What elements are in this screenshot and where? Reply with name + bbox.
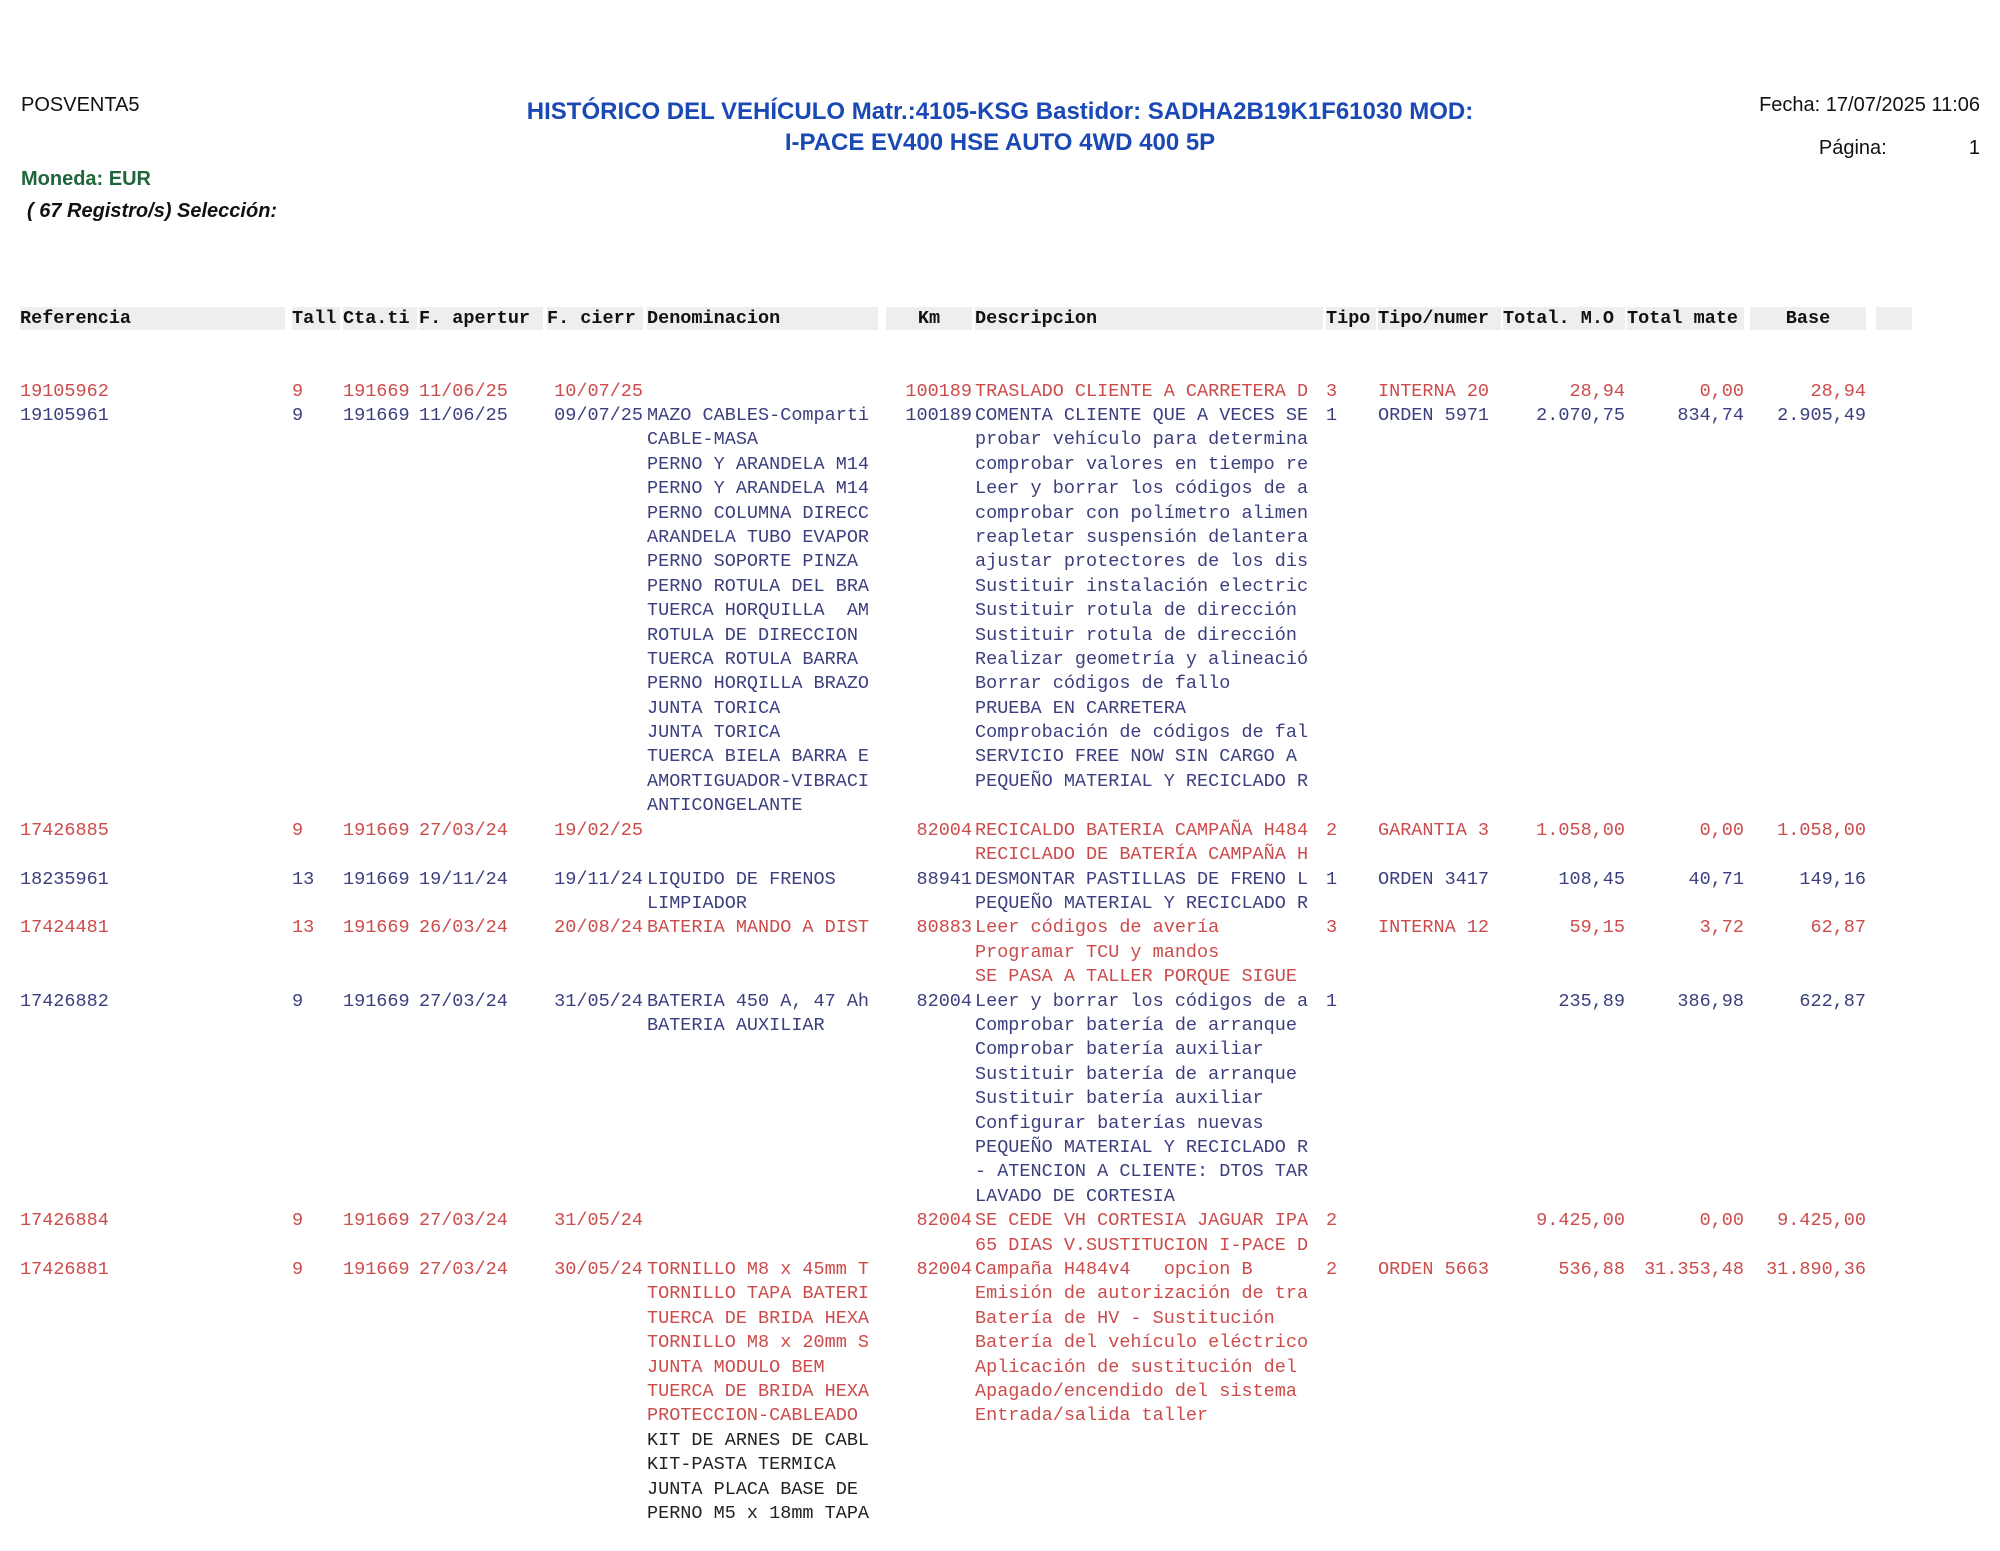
denominacion-line: CABLE-MASA	[647, 429, 759, 451]
column-header-fecha-apertura: F. apertur	[419, 307, 543, 330]
cell-tipo-numero-text: ORDEN 3417	[1378, 868, 1490, 890]
denominacion-line: MAZO CABLES-Comparti	[647, 405, 870, 427]
cell-taller	[292, 990, 340, 1014]
cell-total-mate-text: 0,00	[1699, 380, 1744, 402]
denominacion-line: TORNILLO M8 x 20mm S	[647, 1332, 870, 1354]
cell-tipo	[1326, 990, 1376, 1014]
denominacion-line: PERNO ROTULA DEL BRA	[647, 575, 870, 597]
cell-km-text: 100189	[905, 405, 972, 427]
denominacion-line: PROTECCION-CABLEADO	[647, 1405, 858, 1427]
denominacion-line: PERNO SOPORTE PINZA	[647, 551, 858, 573]
descripcion-line: Sustituir rotula de dirección	[975, 624, 1297, 646]
cell-fecha-apertura-text: 27/03/24	[419, 819, 508, 841]
cell-taller-text: 9	[292, 990, 304, 1012]
descripcion-line: Configurar baterías nuevas	[975, 1112, 1264, 1134]
descripcion-line: Programar TCU y mandos	[975, 941, 1220, 963]
column-header-base: Base	[1750, 307, 1866, 330]
cell-fecha-apertura	[419, 380, 543, 404]
cell-total-mo-text: 235,89	[1558, 990, 1625, 1012]
cell-tipo-numero-text: INTERNA 20	[1378, 380, 1490, 402]
cell-base-text: 1.058,00	[1777, 819, 1866, 841]
cell-km	[886, 380, 972, 404]
cell-descripcion	[975, 868, 1323, 917]
cell-cuenta-text: 191669	[343, 990, 410, 1012]
denominacion-line: ANTICONGELANTE	[647, 795, 803, 817]
cell-cuenta-text: 191669	[343, 868, 410, 890]
page-number: 1	[1968, 137, 1980, 159]
cell-descripcion	[975, 819, 1323, 868]
cell-tipo	[1326, 404, 1376, 428]
cell-fecha-apertura	[419, 990, 543, 1014]
cell-denominacion	[647, 404, 878, 819]
cell-referencia-text: 17424481	[20, 917, 109, 939]
descripcion-line: Apagado/encendido del sistema	[975, 1380, 1297, 1402]
cell-total-mate	[1627, 916, 1744, 940]
cell-cuenta	[343, 819, 417, 843]
cell-tipo	[1326, 1258, 1376, 1282]
cell-fecha-apertura	[419, 1258, 543, 1282]
cell-referencia-text: 17426884	[20, 1210, 109, 1232]
descripcion-line: comprobar con polímetro alimen	[975, 502, 1309, 524]
cell-base	[1750, 1209, 1866, 1233]
cell-referencia	[20, 990, 285, 1014]
cell-denominacion	[647, 990, 878, 1039]
cell-km	[886, 916, 972, 940]
denominacion-line: PERNO COLUMNA DIRECC	[647, 502, 870, 524]
cell-referencia-text: 18235961	[20, 868, 109, 890]
cell-fecha-cierre	[547, 990, 643, 1014]
cell-fecha-apertura	[419, 404, 543, 428]
descripcion-line: comprobar valores en tiempo re	[975, 453, 1309, 475]
cell-taller	[292, 404, 340, 428]
cell-total-mo-text: 2.070,75	[1536, 405, 1625, 427]
table-row	[20, 380, 1962, 404]
denominacion-line: JUNTA PLACA BASE DE	[647, 1478, 858, 1500]
cell-referencia-text: 17426882	[20, 990, 109, 1012]
cell-total-mate	[1627, 819, 1744, 843]
cell-km-text: 82004	[916, 819, 972, 841]
descripcion-line: RECICALDO BATERIA CAMPAÑA H484	[975, 819, 1309, 841]
cell-base-text: 2.905,49	[1777, 405, 1866, 427]
cell-fecha-apertura	[419, 868, 543, 892]
report-title-line-2: I-PACE EV400 HSE AUTO 4WD 400 5P	[784, 129, 1216, 156]
denominacion-line: PERNO M5 x 18mm TAPA	[647, 1502, 870, 1524]
column-header-blank	[1876, 307, 1912, 330]
descripcion-line: Batería de HV - Sustitución	[975, 1307, 1275, 1329]
cell-fecha-apertura-text: 11/06/25	[419, 405, 508, 427]
column-header-fecha-cierre: F. cierr	[547, 307, 643, 330]
cell-total-mate	[1627, 1258, 1744, 1282]
cell-total-mo	[1503, 1209, 1625, 1233]
cell-taller-text: 9	[292, 1258, 304, 1280]
cell-fecha-apertura	[419, 916, 543, 940]
cell-descripcion	[975, 916, 1323, 989]
descripcion-line: LAVADO DE CORTESIA	[975, 1185, 1175, 1207]
cell-taller-text: 13	[292, 917, 315, 939]
cell-total-mate-text: 0,00	[1699, 819, 1744, 841]
cell-km-text: 80883	[916, 917, 972, 939]
cell-taller-text: 9	[292, 1210, 304, 1232]
currency-label: Moneda: EUR	[21, 168, 151, 190]
report-date: Fecha: 17/07/2025 11:06	[1759, 94, 1980, 116]
cell-fecha-cierre	[547, 819, 643, 843]
cell-base	[1750, 916, 1866, 940]
cell-referencia	[20, 1209, 285, 1233]
descripcion-line: Aplicación de sustitución del	[975, 1356, 1297, 1378]
cell-fecha-apertura-text: 11/06/25	[419, 380, 508, 402]
cell-fecha-apertura-text: 19/11/24	[419, 868, 508, 890]
descripcion-line: TRASLADO CLIENTE A CARRETERA D	[975, 380, 1309, 402]
denominacion-line: ROTULA DE DIRECCION	[647, 624, 858, 646]
cell-taller	[292, 819, 340, 843]
cell-tipo-text: 1	[1326, 405, 1338, 427]
table-row	[20, 868, 1962, 917]
denominacion-line: TORNILLO M8 x 45mm T	[647, 1258, 870, 1280]
descripcion-line: Borrar códigos de fallo	[975, 673, 1231, 695]
descripcion-line: 65 DIAS V.SUSTITUCION I-PACE D	[975, 1234, 1309, 1256]
cell-tipo-text: 1	[1326, 868, 1338, 890]
descripcion-line: DESMONTAR PASTILLAS DE FRENO L	[975, 868, 1309, 890]
denominacion-line: JUNTA TORICA	[647, 722, 781, 744]
page-label: Página:	[1818, 137, 1887, 159]
cell-total-mate-text: 834,74	[1677, 405, 1744, 427]
denominacion-line: BATERIA 450 A, 47 Ah	[647, 990, 870, 1012]
cell-cuenta-text: 191669	[343, 405, 410, 427]
cell-base-text: 31.890,36	[1766, 1258, 1866, 1280]
denominacion-line: JUNTA TORICA	[647, 697, 781, 719]
cell-tipo-numero	[1378, 916, 1501, 940]
cell-tipo-numero-text	[1378, 990, 1501, 1014]
cell-total-mo	[1503, 1258, 1625, 1282]
descripcion-line: Campaña H484v4 opcion B	[975, 1258, 1253, 1280]
cell-fecha-cierre-text: 31/05/24	[554, 1210, 643, 1232]
cell-base-text: 149,16	[1799, 868, 1866, 890]
cell-fecha-cierre	[547, 868, 643, 892]
cell-fecha-apertura	[419, 1209, 543, 1233]
descripcion-line: reapletar suspensión delantera	[975, 526, 1309, 548]
cell-total-mo	[1503, 380, 1625, 404]
cell-taller	[292, 1209, 340, 1233]
descripcion-line: Sustituir batería auxiliar	[975, 1088, 1264, 1110]
cell-fecha-cierre-text: 09/07/25	[554, 405, 643, 427]
cell-total-mate	[1627, 1209, 1744, 1233]
report-title-line-1: HISTÓRICO DEL VEHÍCULO Matr.:4105-KSG Bastidor: SADHA2B19K1F61030 MOD:	[526, 98, 1474, 125]
cell-tipo	[1326, 819, 1376, 843]
cell-cuenta	[343, 990, 417, 1014]
cell-cuenta-text: 191669	[343, 1210, 410, 1232]
cell-fecha-apertura	[419, 819, 543, 843]
report-system-name: POSVENTA5	[21, 94, 140, 116]
cell-base	[1750, 868, 1866, 892]
cell-fecha-cierre	[547, 380, 643, 404]
descripcion-line: Realizar geometría y alineació	[975, 648, 1309, 670]
cell-denominacion	[647, 1258, 878, 1526]
cell-tipo	[1326, 916, 1376, 940]
cell-fecha-cierre-text: 10/07/25	[554, 380, 643, 402]
cell-cuenta	[343, 380, 417, 404]
denominacion-line: LIQUIDO DE FRENOS	[647, 868, 836, 890]
descripcion-line: PEQUEÑO MATERIAL Y RECICLADO R	[975, 893, 1309, 914]
cell-fecha-cierre	[547, 1258, 643, 1282]
descripcion-line: probar vehículo para determina	[975, 429, 1309, 451]
cell-total-mate	[1627, 868, 1744, 892]
cell-tipo-text: 2	[1326, 819, 1338, 841]
denominacion-line: TORNILLO TAPA BATERI	[647, 1283, 870, 1305]
cell-cuenta-text: 191669	[343, 917, 410, 939]
cell-base-text: 9.425,00	[1777, 1210, 1866, 1232]
cell-total-mo-text: 59,15	[1569, 917, 1625, 939]
cell-referencia	[20, 380, 285, 404]
cell-km	[886, 868, 972, 892]
cell-km-text: 82004	[916, 1210, 972, 1232]
denominacion-line: LIMPIADOR	[647, 893, 747, 914]
cell-fecha-cierre	[547, 1209, 643, 1233]
cell-fecha-cierre-text: 31/05/24	[554, 990, 643, 1012]
column-header-total-mate: Total mate	[1627, 307, 1744, 330]
cell-fecha-cierre	[547, 916, 643, 940]
cell-base	[1750, 819, 1866, 843]
column-header-tall: Tall	[292, 307, 340, 330]
cell-fecha-cierre-text: 20/08/24	[554, 917, 643, 939]
cell-referencia	[20, 1258, 285, 1282]
cell-referencia-text: 17426881	[20, 1258, 109, 1280]
cell-base	[1750, 404, 1866, 428]
denominacion-line: KIT DE ARNES DE CABL	[647, 1429, 870, 1451]
cell-total-mo	[1503, 916, 1625, 940]
descripcion-line: SE PASA A TALLER PORQUE SIGUE	[975, 966, 1297, 988]
cell-cuenta-text: 191669	[343, 819, 410, 841]
cell-descripcion	[975, 990, 1323, 1210]
cell-taller	[292, 916, 340, 940]
cell-km-text: 88941	[916, 868, 972, 890]
cell-total-mate-text: 40,71	[1688, 868, 1744, 890]
cell-total-mo-text: 1.058,00	[1536, 819, 1625, 841]
cell-fecha-cierre-text: 30/05/24	[554, 1258, 643, 1280]
cell-taller-text: 9	[292, 405, 304, 427]
column-header-descripcion: Descripcion	[975, 307, 1323, 330]
denominacion-line: ARANDELA TUBO EVAPOR	[647, 526, 870, 548]
cell-km	[886, 404, 972, 428]
column-header-referencia: Referencia	[20, 307, 285, 330]
cell-fecha-apertura-text: 26/03/24	[419, 917, 508, 939]
descripcion-line: Sustituir batería de arranque	[975, 1063, 1297, 1085]
cell-referencia-text: 19105961	[20, 405, 109, 427]
cell-taller	[292, 380, 340, 404]
cell-referencia	[20, 868, 285, 892]
cell-base	[1750, 1258, 1866, 1282]
descripcion-line: COMENTA CLIENTE QUE A VECES SE	[975, 405, 1309, 427]
cell-km	[886, 990, 972, 1014]
cell-tipo	[1326, 1209, 1376, 1233]
table-row	[20, 819, 1962, 868]
cell-total-mate-text: 31.353,48	[1644, 1258, 1744, 1280]
cell-total-mo	[1503, 819, 1625, 843]
cell-tipo-text: 1	[1326, 990, 1338, 1012]
descripcion-line: Emisión de autorización de tra	[975, 1283, 1309, 1305]
cell-km-text: 82004	[916, 1258, 972, 1280]
records-count: ( 67 Registro/s) Selección:	[27, 200, 278, 222]
descripcion-line: ajustar protectores de los dis	[975, 551, 1309, 573]
descripcion-line: RECICLADO DE BATERÍA CAMPAÑA H	[975, 844, 1309, 866]
descripcion-line: Sustituir instalación electric	[975, 575, 1309, 597]
cell-descripcion	[975, 380, 1323, 404]
cell-km-text: 82004	[916, 990, 972, 1012]
denominacion-line: KIT-PASTA TERMICA	[647, 1454, 836, 1476]
cell-tipo-numero	[1378, 1258, 1501, 1282]
cell-km	[886, 819, 972, 843]
cell-total-mo-text: 108,45	[1558, 868, 1625, 890]
cell-total-mo	[1503, 868, 1625, 892]
column-header-km: Km	[886, 307, 972, 330]
cell-tipo	[1326, 380, 1376, 404]
denominacion-line: AMORTIGUADOR-VIBRACI	[647, 770, 870, 792]
cell-tipo-numero	[1378, 990, 1501, 1014]
denominacion-line: BATERIA AUXILIAR	[647, 1014, 825, 1036]
cell-fecha-cierre-text: 19/02/25	[554, 819, 643, 841]
table-row	[20, 916, 1962, 989]
cell-fecha-apertura-text: 27/03/24	[419, 1258, 508, 1280]
cell-km-text: 100189	[905, 380, 972, 402]
cell-total-mate	[1627, 990, 1744, 1014]
table-body	[20, 380, 1962, 1527]
cell-total-mo	[1503, 404, 1625, 428]
cell-referencia-text: 19105962	[20, 380, 109, 402]
descripcion-line: PRUEBA EN CARRETERA	[975, 697, 1186, 719]
cell-cuenta-text: 191669	[343, 380, 410, 402]
cell-fecha-apertura-text: 27/03/24	[419, 1210, 508, 1232]
table-row	[20, 404, 1962, 819]
cell-total-mo-text: 28,94	[1569, 380, 1625, 402]
cell-base-text: 622,87	[1799, 990, 1866, 1012]
page-indicator	[1819, 137, 1980, 160]
descripcion-line: Comprobar batería de arranque	[975, 1014, 1297, 1036]
cell-tipo-numero-text: INTERNA 12	[1378, 917, 1490, 939]
cell-referencia	[20, 916, 285, 940]
cell-tipo-numero	[1378, 819, 1501, 843]
column-header-denominacion: Denominacion	[647, 307, 878, 330]
descripcion-line: - ATENCION A CLIENTE: DTOS TAR	[975, 1161, 1309, 1183]
descripcion-line: SERVICIO FREE NOW SIN CARGO A	[975, 746, 1297, 768]
cell-taller-text: 9	[292, 380, 304, 402]
cell-tipo-numero	[1378, 404, 1501, 428]
cell-tipo-numero	[1378, 380, 1501, 404]
cell-total-mate-text: 3,72	[1699, 917, 1744, 939]
column-header-tipo-numero: Tipo/numer	[1378, 307, 1501, 330]
cell-cuenta-text: 191669	[343, 1258, 410, 1280]
cell-taller-text: 9	[292, 819, 304, 841]
cell-descripcion	[975, 1258, 1323, 1429]
denominacion-line: PERNO Y ARANDELA M14	[647, 478, 870, 500]
cell-total-mate	[1627, 404, 1744, 428]
cell-tipo	[1326, 868, 1376, 892]
cell-km	[886, 1258, 972, 1282]
denominacion-line: TUERCA ROTULA BARRA	[647, 648, 858, 670]
cell-descripcion	[975, 404, 1323, 794]
cell-total-mo	[1503, 990, 1625, 1014]
descripcion-line: PEQUEÑO MATERIAL Y RECICLADO R	[975, 1136, 1309, 1158]
denominacion-line: TUERCA DE BRIDA HEXA	[647, 1307, 870, 1329]
descripcion-line: PEQUEÑO MATERIAL Y RECICLADO R	[975, 770, 1309, 792]
column-header-tipo: Tipo	[1326, 307, 1376, 330]
cell-referencia	[20, 404, 285, 428]
table-row	[20, 1258, 1962, 1526]
cell-descripcion	[975, 1209, 1323, 1258]
cell-cuenta	[343, 1209, 417, 1233]
cell-km	[886, 1209, 972, 1233]
cell-base	[1750, 380, 1866, 404]
cell-fecha-apertura-text: 27/03/24	[419, 990, 508, 1012]
cell-taller	[292, 868, 340, 892]
table-header	[20, 307, 1962, 331]
cell-denominacion	[647, 916, 878, 940]
cell-total-mate-text: 0,00	[1699, 1210, 1744, 1232]
cell-fecha-cierre-text: 19/11/24	[554, 868, 643, 890]
descripcion-line: Leer códigos de avería	[975, 917, 1220, 939]
descripcion-line: SE CEDE VH CORTESIA JAGUAR IPA	[975, 1210, 1309, 1232]
cell-tipo-numero-text: ORDEN 5971	[1378, 405, 1490, 427]
cell-cuenta	[343, 916, 417, 940]
cell-tipo-numero-text: GARANTIA 3	[1378, 819, 1490, 841]
cell-tipo-numero-text	[1378, 1209, 1501, 1233]
denominacion-line: PERNO HORQILLA BRAZO	[647, 673, 870, 695]
column-header-cta: Cta.ti	[343, 307, 417, 330]
descripcion-line: Comprobación de códigos de fal	[975, 722, 1309, 744]
denominacion-line: JUNTA MODULO BEM	[647, 1356, 825, 1378]
cell-total-mo-text: 9.425,00	[1536, 1210, 1625, 1232]
cell-total-mate	[1627, 380, 1744, 404]
cell-tipo-numero	[1378, 1209, 1501, 1233]
cell-taller	[292, 1258, 340, 1282]
denominacion-line: BATERIA MANDO A DIST	[647, 917, 870, 939]
descripcion-line: Sustituir rotula de dirección	[975, 600, 1297, 622]
cell-referencia	[20, 819, 285, 843]
denominacion-line: PERNO Y ARANDELA M14	[647, 453, 870, 475]
cell-taller-text: 13	[292, 868, 315, 890]
denominacion-line: TUERCA DE BRIDA HEXA	[647, 1380, 870, 1402]
column-header-total-mo: Total. M.O	[1503, 307, 1625, 330]
denominacion-line: TUERCA HORQUILLA AM	[647, 600, 870, 622]
cell-total-mo-text: 536,88	[1558, 1258, 1625, 1280]
report-title	[380, 96, 1620, 158]
cell-cuenta	[343, 404, 417, 428]
cell-base	[1750, 990, 1866, 1014]
cell-cuenta	[343, 1258, 417, 1282]
cell-fecha-cierre	[547, 404, 643, 428]
descripcion-line: Batería del vehículo eléctrico	[975, 1332, 1309, 1354]
cell-base-text: 62,87	[1810, 917, 1866, 939]
table-row	[20, 1209, 1962, 1258]
descripcion-line: Comprobar batería auxiliar	[975, 1039, 1264, 1061]
cell-tipo-text: 3	[1326, 917, 1338, 939]
cell-tipo-text: 3	[1326, 380, 1338, 402]
descripcion-line: Leer y borrar los códigos de a	[975, 990, 1309, 1012]
cell-tipo-text: 2	[1326, 1258, 1338, 1280]
descripcion-line: Leer y borrar los códigos de a	[975, 478, 1309, 500]
table-row	[20, 990, 1962, 1210]
cell-tipo-numero	[1378, 868, 1501, 892]
cell-denominacion	[647, 868, 878, 917]
cell-referencia-text: 17426885	[20, 819, 109, 841]
cell-total-mate-text: 386,98	[1677, 990, 1744, 1012]
cell-tipo-text: 2	[1326, 1210, 1338, 1232]
cell-cuenta	[343, 868, 417, 892]
history-table	[20, 258, 1962, 1551]
cell-base-text: 28,94	[1810, 380, 1866, 402]
denominacion-line: TUERCA BIELA BARRA E	[647, 746, 870, 768]
cell-tipo-numero-text: ORDEN 5663	[1378, 1258, 1490, 1280]
descripcion-line: Entrada/salida taller	[975, 1405, 1209, 1427]
